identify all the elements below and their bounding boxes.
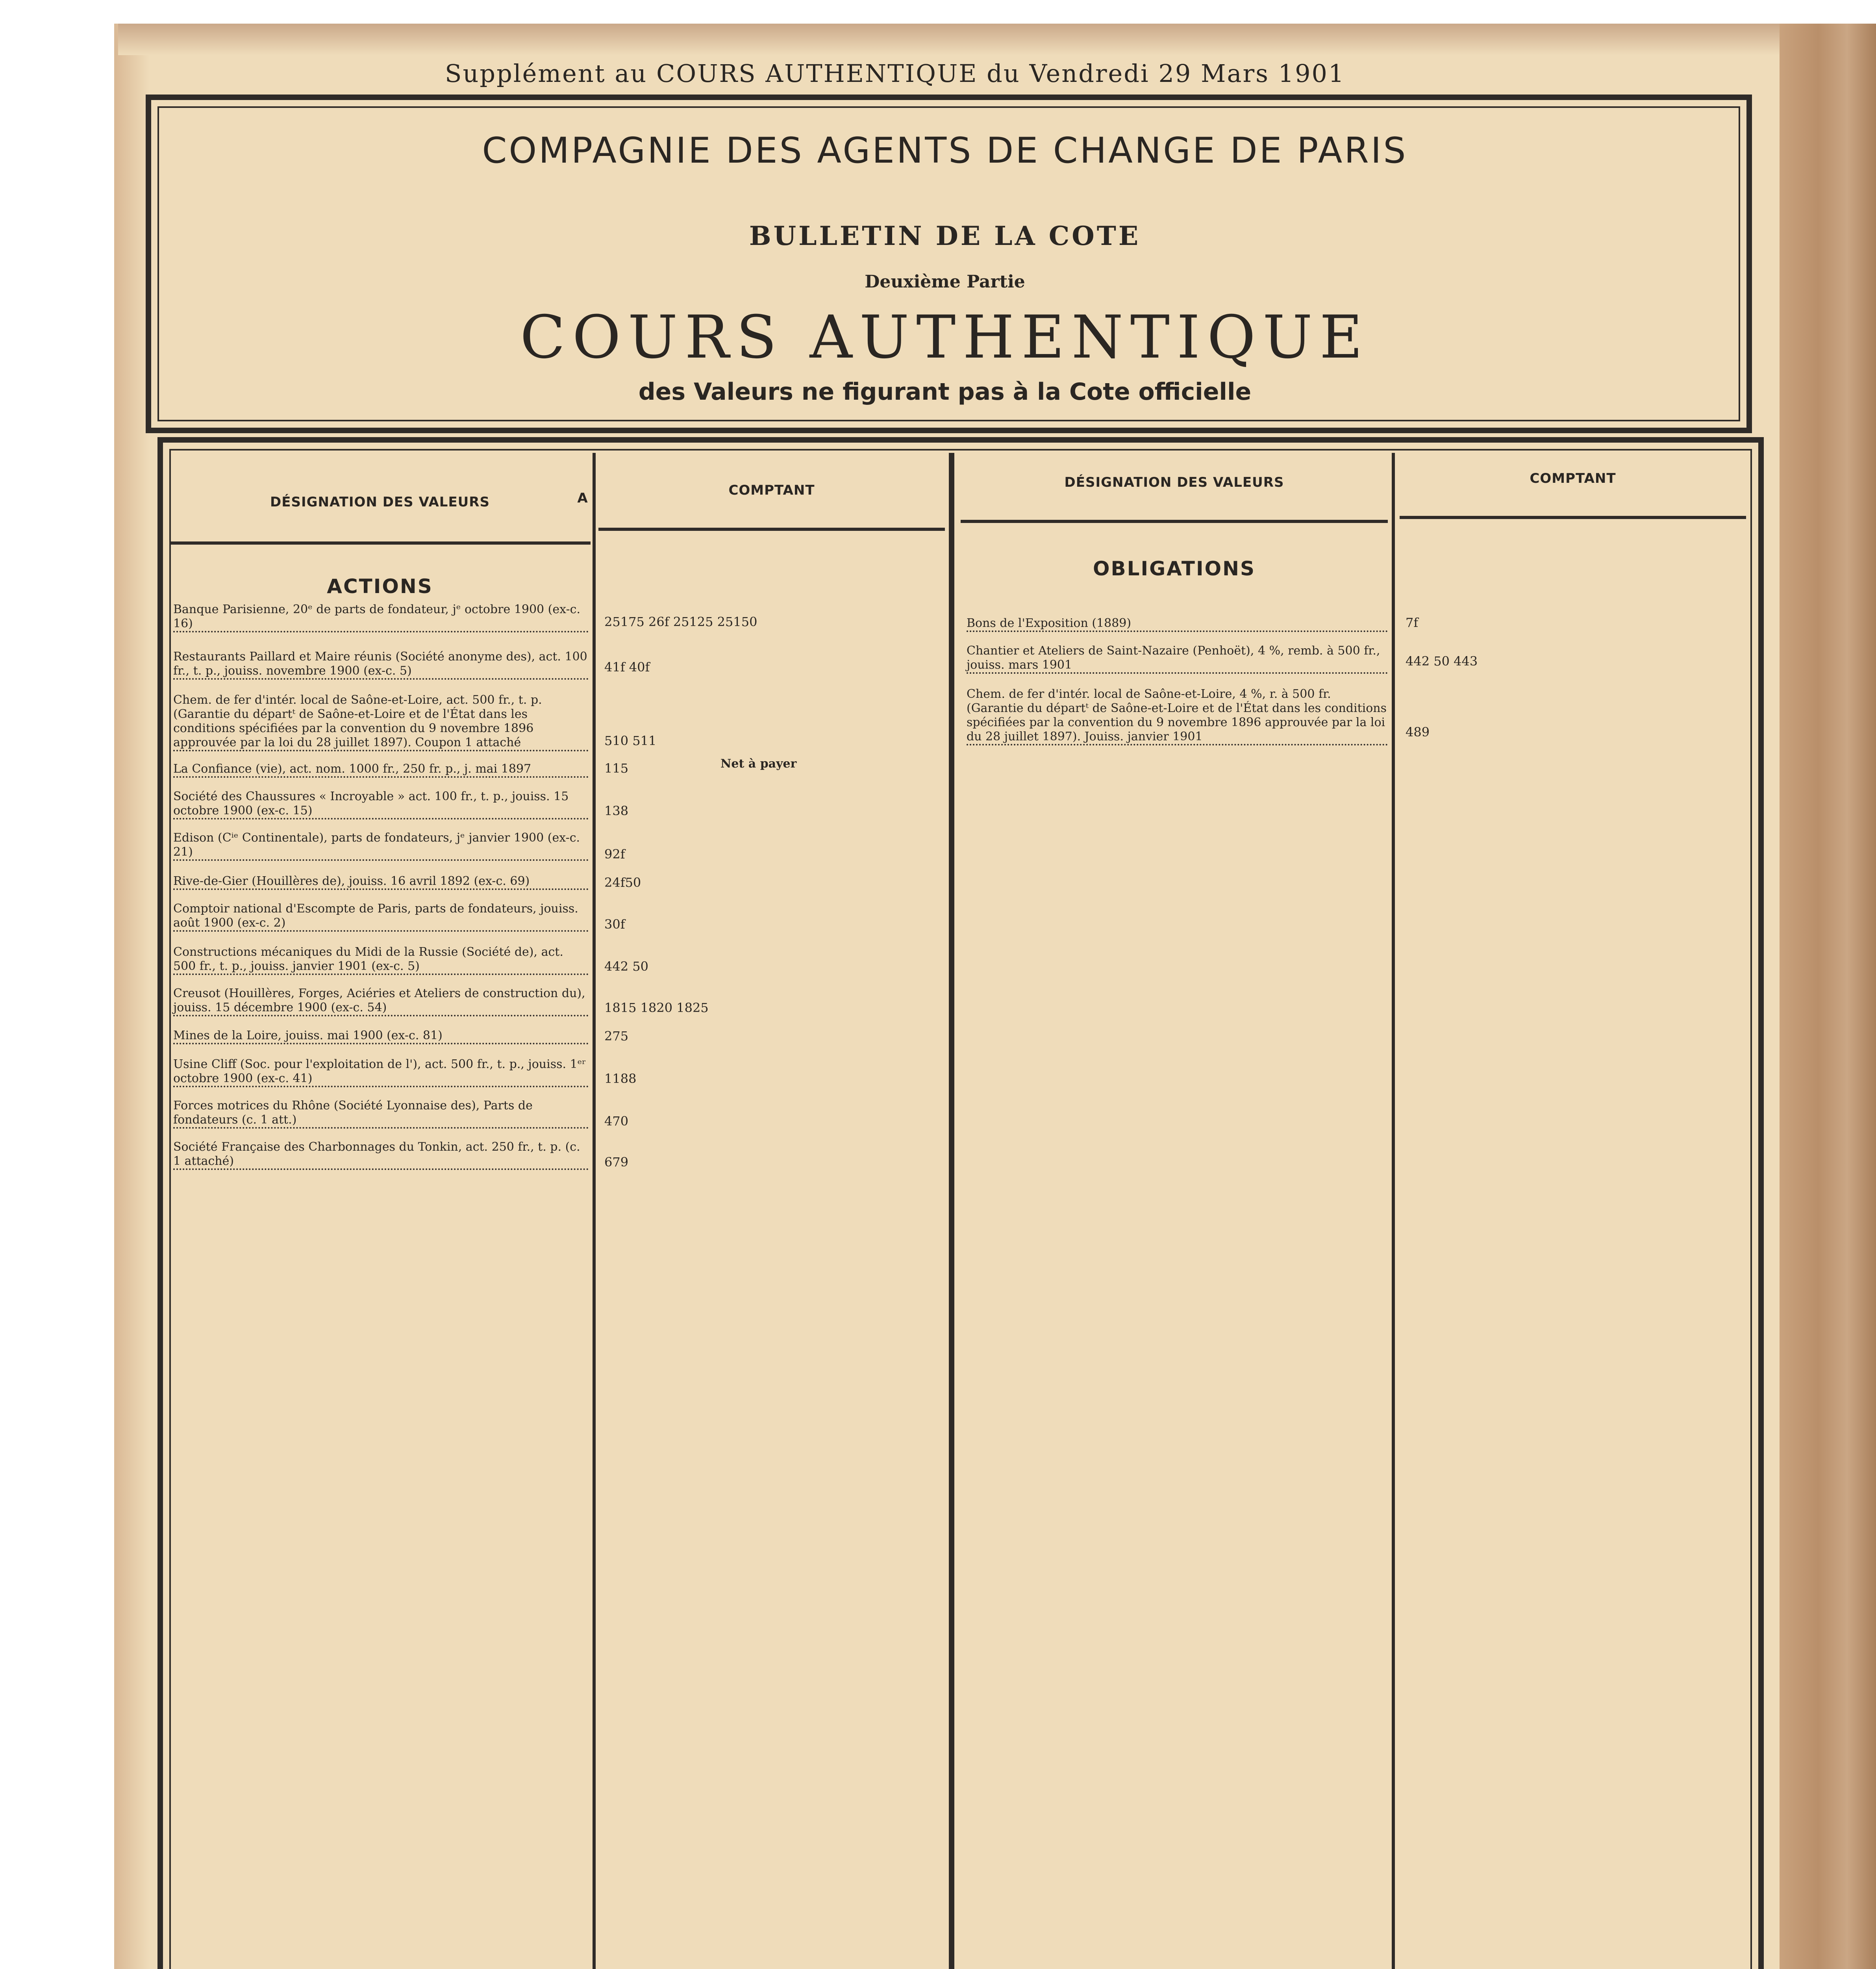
page-top-shade [118,24,1780,55]
price-cell: 442 50 [604,959,648,974]
subtitle: des Valeurs ne figurant pas à la Cote officielle [638,378,1252,406]
list-item: Edison (Cⁱᵉ Continentale), parts de fondateurs, jᵉ janvier 1900 (ex-c. 21) [173,831,589,861]
list-item: Forces motrices du Rhône (Société Lyonnaise des), Parts de fondateurs (c. 1 att.) [173,1099,589,1129]
price-cell: 7f [1406,615,1419,630]
price-cell: 30f [604,917,625,932]
section-obligations: OBLIGATIONS [1093,557,1256,580]
price-cell: 442 50 443 [1406,654,1478,669]
price-cell: 41f 40f [604,660,650,675]
price-cell: 679 [604,1155,629,1170]
list-item: Société Française des Charbonnages du Tonkin, act. 250 fr., t. p. (c. 1 attaché) [173,1140,589,1170]
list-item: Constructions mécaniques du Midi de la Russie (Société de), act. 500 fr., t. p., jouiss. janvier 1901 (ex-c. 5) [173,945,589,975]
header-letter-a: A [577,490,588,506]
list-item: Bons de l'Exposition (1889) [967,616,1388,632]
price-cell: 275 [604,1029,629,1044]
price-cell: 115 [604,761,629,776]
price-cell: 138 [604,803,629,818]
bulletin-title: BULLETIN DE LA COTE [749,221,1141,251]
header-rule-comptant-right [1400,516,1746,519]
divider-center [949,453,954,1969]
list-item: Société des Chaussures « Incroyable » act. 100 fr., t. p., jouiss. 15 octobre 1900 (ex-c. 15) [173,790,589,819]
cours-title: COURS AUTHENTIQUE [520,303,1370,372]
list-item: Comptoir national d'Escompte de Paris, parts de fondateurs, jouiss. août 1900 (ex-c. 2) [173,902,589,932]
list-item: Chantier et Ateliers de Saint-Nazaire (Penhoët), 4 %, remb. à 500 fr., jouiss. mars 1901 [967,644,1388,674]
page-margin-top [0,0,1876,24]
page-margin-left [0,0,118,1969]
price-cell: 470 [604,1114,629,1129]
header-rule-comptant-left [598,528,945,531]
header-comptant-right: COMPTANT [1530,471,1616,486]
price-cell: 24f50 [604,875,641,890]
price-cell: 1815 1820 1825 [604,1000,709,1015]
supplement-header: Supplément au COURS AUTHENTIQUE du Vendredi 29 Mars 1901 [445,59,1345,88]
page-binding-shadow [114,0,150,1969]
price-cell: 1188 [604,1071,637,1086]
header-rule-left [169,541,591,545]
list-item: Chem. de fer d'intér. local de Saône-et-Loire, 4 %, r. à 500 fr. (Garantie du départᵗ de Saône-et-Loire et de l'État dans les conditions spécifiées par la convention du 9 novembre 1896 approuvée par la loi du 28 juillet 1897). Jouiss. janvier 1901 [967,687,1388,745]
price-cell: 92f [604,847,625,862]
list-item: Rive-de-Gier (Houillères de), jouiss. 16 avril 1892 (ex-c. 69) [173,874,589,890]
header-rule-right [961,520,1388,523]
list-item: Usine Cliff (Soc. pour l'exploitation de l'), act. 500 fr., t. p., jouiss. 1ᵉʳ octobre 1900 (ex-c. 41) [173,1057,589,1087]
price-cell: 25175 26f 25125 25150 [604,614,757,629]
section-actions: ACTIONS [327,575,433,598]
partie-label: Deuxième Partie [865,272,1025,292]
list-item: Creusot (Houillères, Forges, Aciéries et Ateliers de construction du), jouiss. 15 décembre 1900 (ex-c. 54) [173,986,589,1016]
divider-comptant-right [1392,453,1395,1969]
price-cell: 489 [1406,725,1430,740]
list-item: Banque Parisienne, 20ᵉ de parts de fondateur, jᵉ octobre 1900 (ex-c. 16) [173,603,589,632]
note-net-a-payer: Net à payer [720,757,797,771]
list-item: Restaurants Paillard et Maire réunis (Société anonyme des), act. 100 fr., t. p., jouiss. novembre 1900 (ex-c. 5) [173,650,589,680]
header-designation-left: DÉSIGNATION DES VALEURS [270,494,490,510]
list-item: Mines de la Loire, jouiss. mai 1900 (ex-c. 81) [173,1029,589,1044]
header-comptant-left: COMPTANT [728,482,815,498]
page-stack-edge [1780,0,1876,1969]
company-name: COMPAGNIE DES AGENTS DE CHANGE DE PARIS [482,130,1408,171]
price-cell: 510 511 [604,733,657,748]
list-item: La Confiance (vie), act. nom. 1000 fr., 250 fr. p., j. mai 1897 [173,762,589,778]
header-designation-right: DÉSIGNATION DES VALEURS [1064,475,1284,490]
divider-comptant-left [593,453,596,1969]
list-item: Chem. de fer d'intér. local de Saône-et-Loire, act. 500 fr., t. p. (Garantie du départᵗ de Saône-et-Loire et de l'État dans les conditions spécifiées par la convention du 9 novembre 1896 approuvée par la loi du 28 juillet 1897). Coupon 1 attaché [173,693,589,751]
